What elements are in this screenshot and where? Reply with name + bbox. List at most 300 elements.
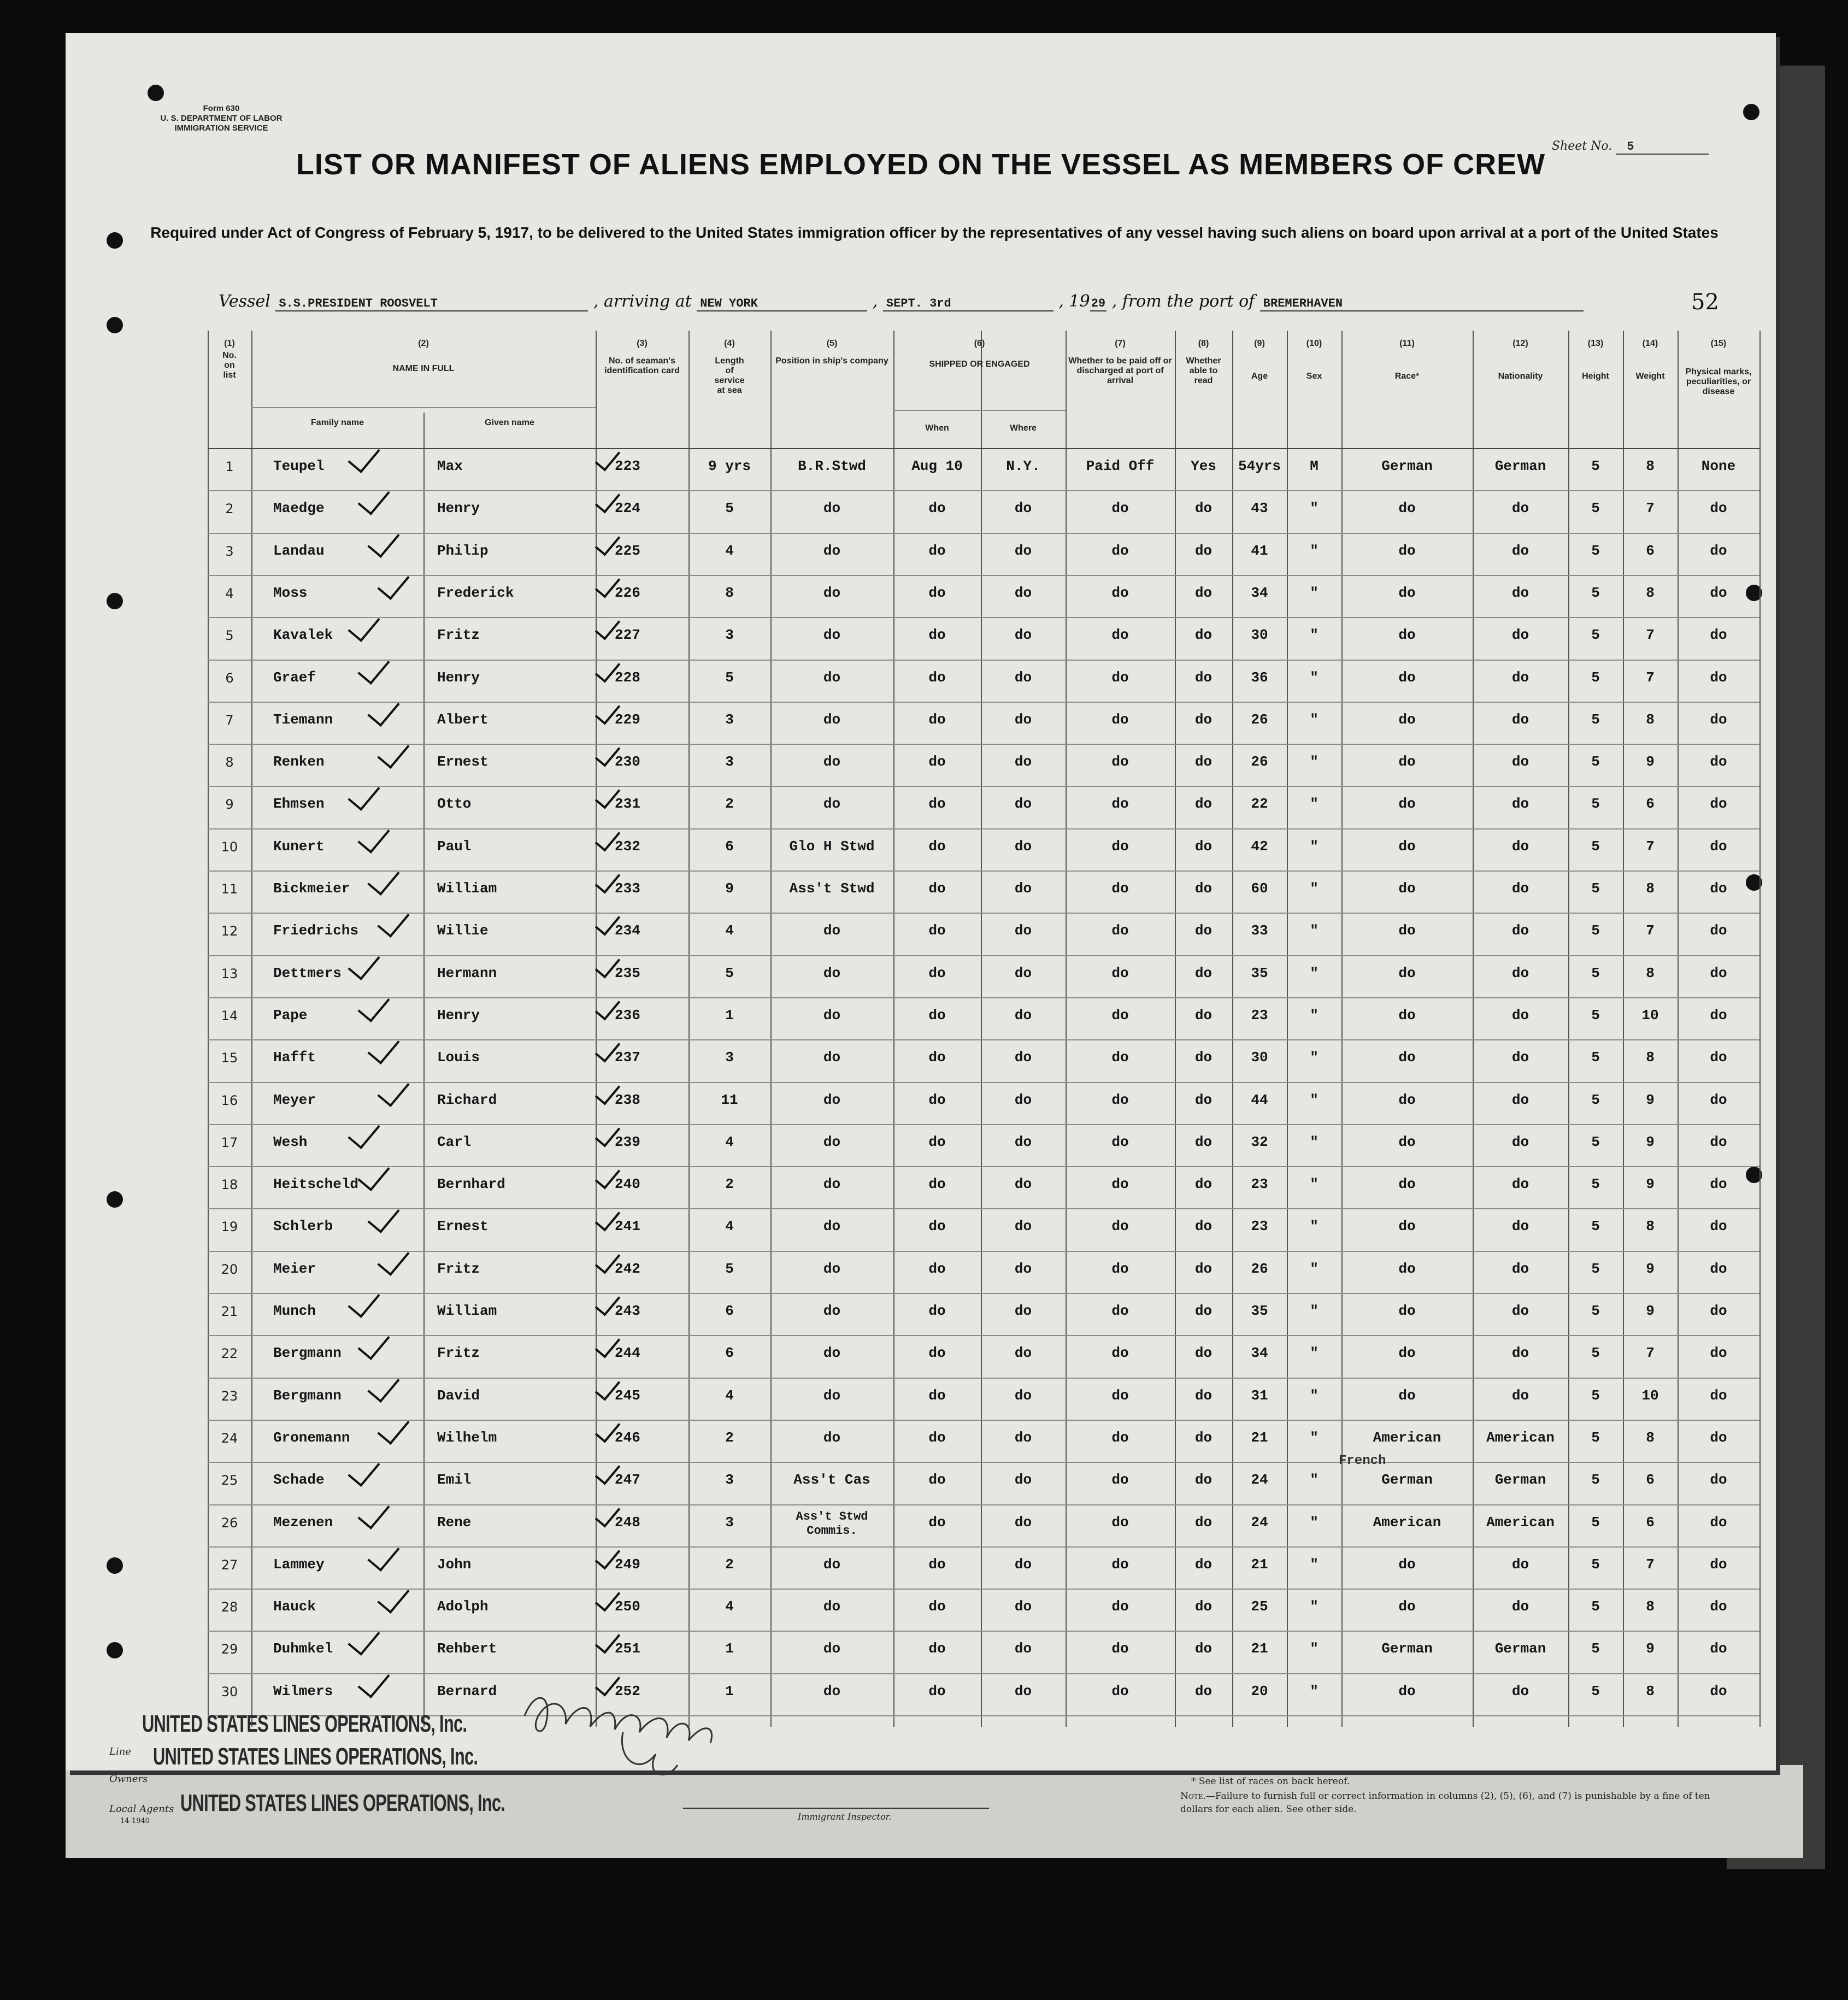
sex: " xyxy=(1310,838,1319,855)
height: 5 xyxy=(1591,1091,1600,1108)
sex: " xyxy=(1310,964,1319,981)
punch-hole xyxy=(107,1191,123,1208)
document-subtitle: Required under Act of Congress of February 5, 1917, to be delivered to the United States immigration officer by the representatives of any vessel having such aliens on board upon arrival at a port of the United States xyxy=(150,224,1718,241)
row-number: 5 xyxy=(225,628,234,644)
physical-marks: do xyxy=(1710,1218,1727,1235)
physical-marks: do xyxy=(1710,1472,1727,1489)
height: 5 xyxy=(1591,1640,1600,1657)
height: 5 xyxy=(1591,1345,1600,1362)
service-length: 3 xyxy=(725,1472,734,1489)
nationality: do xyxy=(1511,1260,1529,1277)
ship-position: do xyxy=(823,1683,841,1699)
paid-off: do xyxy=(1111,1683,1129,1699)
given-name: John xyxy=(437,1556,472,1573)
family-name: Gronemann xyxy=(273,1429,350,1446)
physical-marks: do xyxy=(1710,711,1727,728)
service-length: 3 xyxy=(725,1049,734,1066)
paid-off: do xyxy=(1111,1598,1129,1615)
given-name: Fritz xyxy=(437,1260,480,1277)
weight: 8 xyxy=(1646,964,1655,981)
family-name: Maedge xyxy=(273,500,325,517)
card-number: 231 xyxy=(615,796,640,813)
height: 5 xyxy=(1591,1556,1600,1573)
row-rule xyxy=(208,1462,1759,1463)
given-name-header: Given name xyxy=(485,418,534,427)
shipped-where: do xyxy=(1014,1345,1032,1362)
weight: 6 xyxy=(1646,542,1655,559)
able-to-read: do xyxy=(1194,1176,1213,1193)
shipped-when: do xyxy=(928,1429,946,1446)
height: 5 xyxy=(1591,796,1600,813)
inspector-label: Immigrant Inspector. xyxy=(798,1811,892,1822)
check-mark-icon xyxy=(357,1157,390,1191)
service-length: 9 xyxy=(725,880,734,897)
given-name: Adolph xyxy=(437,1598,489,1615)
paid-off: do xyxy=(1111,1429,1129,1446)
card-number: 243 xyxy=(615,1303,640,1319)
nationality: do xyxy=(1511,838,1529,855)
punch-hole xyxy=(107,593,123,609)
check-mark-icon xyxy=(377,566,409,600)
service-length: 4 xyxy=(725,1218,734,1235)
header-rule xyxy=(251,407,596,408)
service-length: 1 xyxy=(725,1683,734,1699)
paid-off: do xyxy=(1111,922,1129,939)
shipped-where: do xyxy=(1014,796,1032,813)
paid-off: do xyxy=(1111,1133,1129,1150)
nationality: do xyxy=(1511,922,1529,939)
row-rule xyxy=(208,575,1759,576)
service-length: 2 xyxy=(725,1176,734,1193)
paid-off: do xyxy=(1111,1218,1129,1235)
able-to-read: do xyxy=(1194,1598,1213,1615)
family-name: Bergmann xyxy=(273,1345,342,1362)
check-mark-icon xyxy=(367,1031,399,1064)
card-number: 235 xyxy=(615,964,640,981)
check-mark-icon xyxy=(348,439,380,473)
shipped-where: do xyxy=(1014,754,1032,770)
service-length: 4 xyxy=(725,1133,734,1150)
check-mark-icon xyxy=(377,1580,409,1614)
weight: 7 xyxy=(1646,1345,1655,1362)
weight: 9 xyxy=(1646,754,1655,770)
height: 5 xyxy=(1591,1176,1600,1193)
nationality: do xyxy=(1511,584,1529,601)
row-rule xyxy=(208,1335,1759,1336)
given-name: Richard xyxy=(437,1091,497,1108)
able-to-read: do xyxy=(1194,1514,1213,1531)
given-name: Frederick xyxy=(437,584,514,601)
shipped-when: do xyxy=(928,584,946,601)
family-name: Tiemann xyxy=(273,711,333,728)
card-number: 237 xyxy=(615,1049,640,1066)
service-length: 4 xyxy=(725,922,734,939)
weight: 8 xyxy=(1646,1049,1655,1066)
year-suffix: 29 xyxy=(1091,297,1106,310)
given-name: Ernest xyxy=(437,1218,489,1235)
age: 42 xyxy=(1251,838,1268,855)
race: do xyxy=(1398,1007,1416,1023)
row-number: 19 xyxy=(221,1219,238,1235)
paid-off: do xyxy=(1111,1387,1129,1404)
row-rule xyxy=(208,702,1759,703)
line-stamp-top: UNITED STATES LINES OPERATIONS, Inc. xyxy=(142,1710,467,1737)
weight: 8 xyxy=(1646,1598,1655,1615)
race-correction-note: French xyxy=(1339,1454,1386,1468)
check-mark-icon xyxy=(357,820,390,854)
card-number: 228 xyxy=(615,669,640,686)
paid-off: do xyxy=(1111,1556,1129,1573)
able-to-read: do xyxy=(1194,1387,1213,1404)
shipped-where: do xyxy=(1014,1556,1032,1573)
able-to-read: do xyxy=(1194,922,1213,939)
col8-header: (8) Whether able to read xyxy=(1186,339,1221,385)
race: do xyxy=(1398,1598,1416,1615)
race: do xyxy=(1398,1049,1416,1066)
race-footnote: * See list of races on back hereof. xyxy=(1191,1776,1350,1787)
line-stamp: UNITED STATES LINES OPERATIONS, Inc. xyxy=(153,1743,478,1770)
manifest-sheet xyxy=(66,33,1776,1825)
able-to-read: do xyxy=(1194,1133,1213,1150)
shipped-where: do xyxy=(1014,1260,1032,1277)
given-name: Henry xyxy=(437,1007,480,1023)
shipped-where: do xyxy=(1014,1303,1032,1319)
given-name: Henry xyxy=(437,500,480,517)
service-length: 2 xyxy=(725,1556,734,1573)
row-number: 22 xyxy=(221,1346,238,1362)
shipped-when: do xyxy=(928,1683,946,1699)
check-mark-icon xyxy=(377,1073,409,1107)
height: 5 xyxy=(1591,669,1600,686)
shipped-where: do xyxy=(1014,669,1032,686)
family-name: Bickmeier xyxy=(273,880,350,897)
nationality: do xyxy=(1511,1345,1529,1362)
check-mark-icon xyxy=(377,1242,409,1276)
nationality: do xyxy=(1511,542,1529,559)
from-label: , from the port of xyxy=(1111,292,1255,311)
shipped-where: do xyxy=(1014,880,1032,897)
shipped-where: do xyxy=(1014,1472,1032,1489)
nationality: American xyxy=(1486,1429,1555,1446)
row-number: 16 xyxy=(221,1092,238,1108)
physical-marks: do xyxy=(1710,542,1727,559)
shipped-when: do xyxy=(928,1176,946,1193)
race: American xyxy=(1373,1514,1441,1531)
family-name: Schade xyxy=(273,1472,325,1489)
race: do xyxy=(1398,500,1416,517)
column-rule xyxy=(1759,331,1761,1727)
race: do xyxy=(1398,838,1416,855)
weight: 10 xyxy=(1641,1387,1659,1404)
age: 32 xyxy=(1251,1133,1268,1150)
sex: " xyxy=(1310,1598,1319,1615)
able-to-read: do xyxy=(1194,1683,1213,1699)
card-number: 251 xyxy=(615,1640,640,1657)
check-mark-icon xyxy=(367,1369,399,1403)
family-name: Mezenen xyxy=(273,1514,333,1531)
row-number: 24 xyxy=(221,1430,238,1446)
col1-header: (1) No. on list xyxy=(222,339,237,380)
card-number: 252 xyxy=(615,1683,640,1699)
column-rule xyxy=(251,331,252,1727)
physical-marks: do xyxy=(1710,964,1727,981)
physical-marks: do xyxy=(1710,669,1727,686)
service-length: 8 xyxy=(725,584,734,601)
age: 22 xyxy=(1251,796,1268,813)
height: 5 xyxy=(1591,1049,1600,1066)
service-length: 6 xyxy=(725,1303,734,1319)
service-length: 1 xyxy=(725,1007,734,1023)
card-number: 233 xyxy=(615,880,640,897)
punch-hole xyxy=(107,232,123,249)
row-rule xyxy=(208,1504,1759,1505)
row-number: 23 xyxy=(221,1388,238,1404)
height: 5 xyxy=(1591,542,1600,559)
able-to-read: do xyxy=(1194,1640,1213,1657)
service-length: 5 xyxy=(725,500,734,517)
race: do xyxy=(1398,796,1416,813)
check-mark-icon xyxy=(377,735,409,769)
sex: " xyxy=(1310,711,1319,728)
shipped-when: do xyxy=(928,1556,946,1573)
shipped-when: do xyxy=(928,1345,946,1362)
ship-position: do xyxy=(823,1260,841,1277)
year-prefix: 19 xyxy=(1069,292,1090,311)
nationality: do xyxy=(1511,1387,1529,1404)
service-length: 6 xyxy=(725,1345,734,1362)
row-number: 1 xyxy=(225,459,234,474)
nationality: German xyxy=(1494,1472,1546,1489)
form-code: 14-1940 xyxy=(120,1817,150,1825)
sex: " xyxy=(1310,796,1319,813)
weight: 8 xyxy=(1646,1429,1655,1446)
race: do xyxy=(1398,1176,1416,1193)
when-header: When xyxy=(925,423,949,433)
punch-hole xyxy=(107,1642,123,1658)
family-name: Schlerb xyxy=(273,1218,333,1235)
age: 60 xyxy=(1251,880,1268,897)
departure-port: BREMERHAVEN xyxy=(1260,297,1584,311)
sheet-number-value: 5 xyxy=(1616,140,1709,155)
punch-hole xyxy=(107,317,123,333)
family-name: Heitscheld xyxy=(273,1176,359,1193)
shipped-when: do xyxy=(928,1133,946,1150)
column-rule xyxy=(423,413,425,1727)
age: 35 xyxy=(1251,1303,1268,1319)
service-length: 6 xyxy=(725,838,734,855)
shipped-where: do xyxy=(1014,542,1032,559)
weight: 7 xyxy=(1646,922,1655,939)
race: German xyxy=(1381,1472,1433,1489)
height: 5 xyxy=(1591,627,1600,644)
able-to-read: do xyxy=(1194,880,1213,897)
inspector-signature xyxy=(514,1683,820,1792)
sex: " xyxy=(1310,754,1319,770)
check-mark-icon xyxy=(357,651,390,685)
able-to-read: do xyxy=(1194,1218,1213,1235)
card-number: 226 xyxy=(615,584,640,601)
race: American xyxy=(1373,1429,1441,1446)
note-label: Note. xyxy=(1180,1791,1206,1802)
row-rule xyxy=(208,1293,1759,1294)
height: 5 xyxy=(1591,964,1600,981)
service-length: 11 xyxy=(721,1091,738,1108)
row-rule xyxy=(208,1546,1759,1548)
service-length: 1 xyxy=(725,1640,734,1657)
sex: " xyxy=(1310,542,1319,559)
ship-position: do xyxy=(823,964,841,981)
shipped-where: do xyxy=(1014,1176,1032,1193)
paid-off: do xyxy=(1111,1049,1129,1066)
shipped-when: do xyxy=(928,1640,946,1657)
row-number: 2 xyxy=(225,501,234,517)
family-name: Hafft xyxy=(273,1049,316,1066)
ship-position: do xyxy=(823,1303,841,1319)
weight: 6 xyxy=(1646,1472,1655,1489)
given-name: Bernhard xyxy=(437,1176,505,1193)
row-number: 20 xyxy=(221,1261,238,1277)
shipped-where: do xyxy=(1014,1091,1032,1108)
shipped-when: do xyxy=(928,964,946,981)
weight: 8 xyxy=(1646,711,1655,728)
ship-position: do xyxy=(823,669,841,686)
height: 5 xyxy=(1591,584,1600,601)
able-to-read: do xyxy=(1194,500,1213,517)
punch-hole xyxy=(1743,104,1759,120)
physical-marks: do xyxy=(1710,754,1727,770)
physical-marks: None xyxy=(1701,458,1736,474)
given-name: Rene xyxy=(437,1514,472,1531)
penalty-note xyxy=(1180,1790,1738,1816)
physical-marks: do xyxy=(1710,1091,1727,1108)
given-name: William xyxy=(437,1303,497,1319)
nationality: do xyxy=(1511,1556,1529,1573)
height: 5 xyxy=(1591,838,1600,855)
family-name: Meier xyxy=(273,1260,316,1277)
physical-marks: do xyxy=(1710,1345,1727,1362)
row-rule xyxy=(208,1420,1759,1421)
physical-marks: do xyxy=(1710,1260,1727,1277)
paid-off: do xyxy=(1111,754,1129,770)
check-mark-icon xyxy=(348,1284,380,1318)
ship-position: Ass't Stwd Commis. xyxy=(796,1509,868,1538)
given-name: Fritz xyxy=(437,627,480,644)
height: 5 xyxy=(1591,1387,1600,1404)
physical-marks: do xyxy=(1710,838,1727,855)
header-rule xyxy=(893,410,1066,411)
shipped-where: do xyxy=(1014,1007,1032,1023)
check-mark-icon xyxy=(367,524,399,558)
height: 5 xyxy=(1591,1514,1600,1531)
nationality: do xyxy=(1511,711,1529,728)
shipped-when: do xyxy=(928,1598,946,1615)
height: 5 xyxy=(1591,1218,1600,1235)
weight: 8 xyxy=(1646,458,1655,474)
able-to-read: do xyxy=(1194,1429,1213,1446)
paid-off: do xyxy=(1111,838,1129,855)
card-number: 238 xyxy=(615,1091,640,1108)
able-to-read: do xyxy=(1194,754,1213,770)
nationality: do xyxy=(1511,1683,1529,1699)
ship-position: do xyxy=(823,1218,841,1235)
weight: 9 xyxy=(1646,1091,1655,1108)
col9-header: (9) Age xyxy=(1251,339,1268,381)
age: 21 xyxy=(1251,1429,1268,1446)
weight: 9 xyxy=(1646,1640,1655,1657)
physical-marks: do xyxy=(1710,1387,1727,1404)
physical-marks: do xyxy=(1710,500,1727,517)
card-number: 242 xyxy=(615,1260,640,1277)
row-number: 8 xyxy=(225,755,234,770)
check-mark-icon xyxy=(357,1496,390,1530)
shipped-where: do xyxy=(1014,838,1032,855)
shipped-when: do xyxy=(928,838,946,855)
col4-header: (4) Length of service at sea xyxy=(714,339,745,395)
service-length: 4 xyxy=(725,542,734,559)
ship-position: Ass't Cas xyxy=(793,1472,870,1489)
row-rule xyxy=(208,1251,1759,1252)
nationality: do xyxy=(1511,1176,1529,1193)
col11-header: (11) Race* xyxy=(1394,339,1420,381)
sex: " xyxy=(1310,500,1319,517)
inspector-line xyxy=(683,1808,989,1809)
sex: " xyxy=(1310,669,1319,686)
check-mark-icon xyxy=(357,481,390,515)
race: do xyxy=(1398,964,1416,981)
service-length: 2 xyxy=(725,1429,734,1446)
race: do xyxy=(1398,711,1416,728)
row-rule xyxy=(208,617,1759,618)
physical-marks: do xyxy=(1710,1429,1727,1446)
shipped-when: do xyxy=(928,542,946,559)
given-name: Carl xyxy=(437,1133,472,1150)
ship-position: B.R.Stwd xyxy=(798,458,866,474)
race: do xyxy=(1398,1091,1416,1108)
nationality: do xyxy=(1511,627,1529,644)
weight: 7 xyxy=(1646,1556,1655,1573)
ship-position: do xyxy=(823,1007,841,1023)
shipped-where: do xyxy=(1014,1514,1032,1531)
given-name: Max xyxy=(437,458,463,474)
col10-header: (10) Sex xyxy=(1306,339,1322,381)
nationality: do xyxy=(1511,880,1529,897)
shipped-when: do xyxy=(928,922,946,939)
family-name: Renken xyxy=(273,754,325,770)
able-to-read: Yes xyxy=(1191,458,1216,474)
nationality: do xyxy=(1511,669,1529,686)
header-rule xyxy=(208,448,1759,449)
punch-hole xyxy=(107,1557,123,1574)
shipped-where: do xyxy=(1014,1218,1032,1235)
row-rule xyxy=(208,1124,1759,1125)
row-number: 29 xyxy=(221,1642,238,1657)
family-name: Meyer xyxy=(273,1091,316,1108)
service-length: 3 xyxy=(725,711,734,728)
check-mark-icon xyxy=(367,862,399,896)
weight: 8 xyxy=(1646,880,1655,897)
ship-position: do xyxy=(823,1429,841,1446)
row-rule xyxy=(208,913,1759,914)
ship-position: do xyxy=(823,922,841,939)
paid-off: do xyxy=(1111,1176,1129,1193)
shipped-when: do xyxy=(928,1049,946,1066)
race: do xyxy=(1398,542,1416,559)
family-name: Hauck xyxy=(273,1598,316,1615)
paid-off: do xyxy=(1111,711,1129,728)
row-number: 14 xyxy=(221,1008,238,1023)
col6-header: (6) SHIPPED OR ENGAGED xyxy=(929,339,1030,369)
sex: " xyxy=(1310,1345,1319,1362)
